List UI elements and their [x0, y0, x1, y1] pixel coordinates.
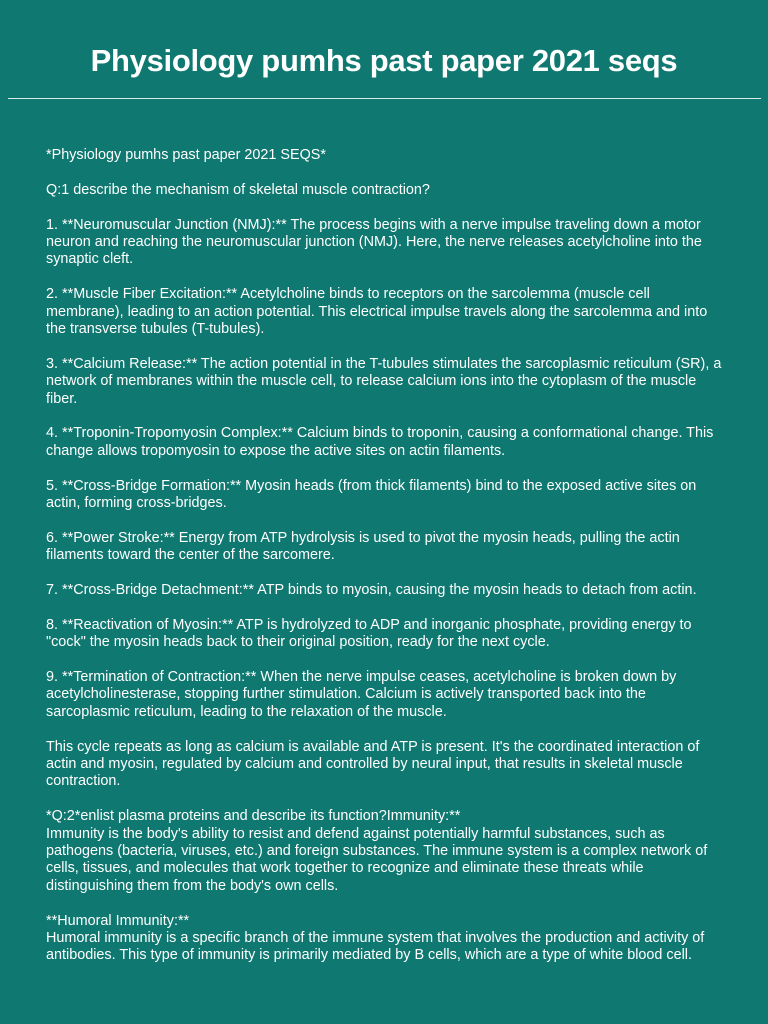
- step-calcium-release: 3. **Calcium Release:** The action potential in the T-tubules stimulates the sarcoplasmic reticulum (SR), a network of membranes within the muscle cell, to release calcium ions into the cytoplasm of the muscle fiber.: [46, 355, 722, 407]
- document-body: [46, 147, 728, 965]
- page-header: [0, 0, 768, 99]
- summary-paragraph: This cycle repeats as long as calcium is available and ATP is present. It's the coordinated interaction of actin and myosin, regulated by calcium and controlled by neural input, that results in skeletal muscle contraction.: [46, 738, 700, 790]
- step-cross-bridge-detachment: 7. **Cross-Bridge Detachment:** ATP binds to myosin, causing the myosin heads to detach from actin.: [46, 582, 697, 599]
- document-heading: *Physiology pumhs past paper 2021 SEQS*: [46, 147, 326, 163]
- page-title: Physiology pumhs past paper 2021 seqs: [90, 43, 678, 78]
- step-reactivation-of-myosin: 8. **Reactivation of Myosin:** ATP is hydrolyzed to ADP and inorganic phosphate, providing energy to "cock" the myosin heads back to their original position, ready for the next cycle.: [46, 616, 692, 651]
- step-neuromuscular-junction: 1. **Neuromuscular Junction (NMJ):** The process begins with a nerve impulse traveling down a motor neuron and reaching the neuromuscular junction (NMJ). Here, the nerve releases acetylcholine into the synaptic cleft.: [46, 216, 702, 268]
- step-troponin-tropomyosin: 4. **Troponin-Tropomyosin Complex:** Calcium binds to troponin, causing a conformational change. This change allows tropomyosin to expose the active sites on actin filaments.: [46, 425, 714, 459]
- step-power-stroke: 6. **Power Stroke:** Energy from ATP hydrolysis is used to pivot the myosin heads, pulling the actin filaments toward the center of the sarcomere.: [46, 529, 680, 564]
- humoral-immunity: **Humoral Immunity:** Humoral immunity is a specific branch of the immune system that involves the production and activity of antibodies. This type of immunity is primarily mediated by B cells, which are a type of white blood cell.: [46, 912, 705, 964]
- step-muscle-fiber-excitation: 2. **Muscle Fiber Excitation:** Acetylcholine binds to receptors on the sarcolemma (muscle cell membrane), leading to an action potential. This electrical impulse travels along the sarcolemma and into the transverse tubules (T-tubules).: [46, 286, 708, 338]
- step-termination-of-contraction: 9. **Termination of Contraction:** When the nerve impulse ceases, acetylcholine is broken down by acetylcholinesterase, stopping further stimulation. Calcium is actively transported back into the sarcoplasmic reticulum, leading to the relaxation of the muscle.: [46, 669, 677, 720]
- title-divider: [8, 98, 761, 99]
- step-cross-bridge-formation: 5. **Cross-Bridge Formation:** Myosin heads (from thick filaments) bind to the exposed active sites on actin, forming cross-bridges.: [46, 477, 697, 512]
- question-1: Q:1 describe the mechanism of skeletal muscle contraction?: [46, 181, 430, 198]
- question-2-immunity: *Q:2*enlist plasma proteins and describe its function?Immunity:** Immunity is the body's ability to resist and defend against potentially harmful substances, such as pathogens (bacteria, viruses, etc.) and foreign substances. The immune system is a complex network of cells, tissues, and molecules that work together to recognize and eliminate these threats while distinguishing them from the body's own cells.: [46, 808, 708, 894]
